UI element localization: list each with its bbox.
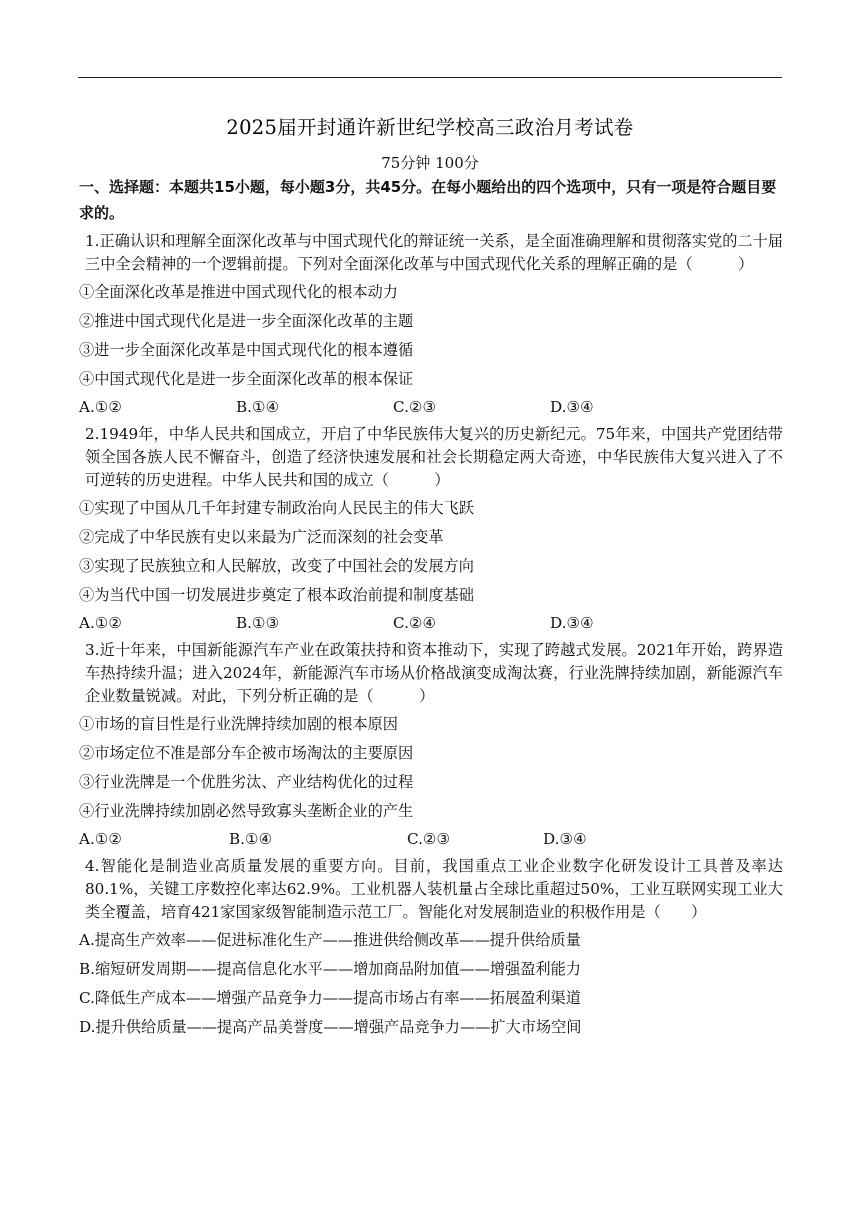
header-rule bbox=[78, 77, 782, 78]
statement-1: ①全面深化改革是推进中国式现代化的根本动力 bbox=[79, 283, 398, 301]
option-a: A.提高生产效率——促进标准化生产——推进供给侧改革——提升供给质量 bbox=[79, 931, 581, 949]
statement-1: ①实现了中国从几千年封建专制政治向人民民主的伟大飞跃 bbox=[79, 499, 474, 517]
question-3 bbox=[79, 639, 783, 852]
exam-content bbox=[79, 174, 783, 1040]
option-b: B.①④ bbox=[229, 830, 273, 848]
answer-options bbox=[79, 826, 783, 852]
exam-duration-score: 75分钟 100分 bbox=[381, 154, 479, 172]
statement-4: ④中国式现代化是进一步全面深化改革的根本保证 bbox=[79, 370, 414, 388]
statement-1: ①市场的盲目性是行业洗牌持续加剧的根本原因 bbox=[79, 715, 398, 733]
question-2 bbox=[79, 423, 783, 636]
option-b: B.①④ bbox=[236, 398, 280, 416]
option-c: C.②③ bbox=[393, 398, 437, 416]
option-d: D.提升供给质量——提高产品美誉度——增强产品竞争力——扩大市场空间 bbox=[79, 1018, 582, 1036]
answer-options bbox=[79, 610, 783, 636]
option-c: C.降低生产成本——增强产品竞争力——提高市场占有率——拓展盈利渠道 bbox=[79, 989, 581, 1007]
statement-3: ③实现了民族独立和人民解放，改变了中国社会的发展方向 bbox=[79, 557, 474, 575]
statement-3: ③行业洗牌是一个优胜劣汰、产业结构优化的过程 bbox=[79, 773, 414, 791]
section-heading: 一、选择题：本题共15小题，每小题3分，共45分。在每小题给出的四个选项中，只有一项是符合题目要求的。 bbox=[79, 178, 777, 222]
option-a: A.①② bbox=[79, 614, 123, 632]
option-d: D.③④ bbox=[550, 398, 594, 416]
option-a: A.①② bbox=[79, 830, 123, 848]
exam-title: 2025届开封通许新世纪学校高三政治月考试卷 bbox=[226, 116, 634, 139]
statement-2: ②市场定位不准是部分车企被市场淘汰的主要原因 bbox=[79, 744, 414, 762]
option-c: C.②④ bbox=[393, 614, 437, 632]
option-c: C.②③ bbox=[407, 830, 451, 848]
question-stem: 2.1949年，中华人民共和国成立，开启了中华民族伟大复兴的历史新纪元。75年来，中国共产党团结带领全国各族人民不懈奋斗，创造了经济快速发展和社会长期稳定两大奇迹，中华民族伟大复兴进入了不可逆转的历史进程。中华人民共和国的成立（ ） bbox=[85, 425, 783, 489]
question-1 bbox=[79, 230, 783, 420]
option-b: B.①③ bbox=[236, 614, 280, 632]
answer-options bbox=[79, 394, 783, 420]
option-d: D.③④ bbox=[543, 830, 587, 848]
question-4 bbox=[79, 855, 783, 1040]
option-b: B.缩短研发周期——提高信息化水平——增加商品附加值——增强盈利能力 bbox=[79, 960, 581, 978]
statement-2: ②完成了中华民族有史以来最为广泛而深刻的社会变革 bbox=[79, 528, 444, 546]
question-stem: 1.正确认识和理解全面深化改革与中国式现代化的辩证统一关系，是全面准确理解和贯彻落实党的二十届三中全会精神的一个逻辑前提。下列对全面深化改革与中国式现代化关系的理解正确的是（ ） bbox=[85, 232, 783, 273]
statement-4: ④行业洗牌持续加剧必然导致寡头垄断企业的产生 bbox=[79, 802, 414, 820]
statement-3: ③进一步全面深化改革是中国式现代化的根本遵循 bbox=[79, 341, 414, 359]
question-stem: 4.智能化是制造业高质量发展的重要方向。目前，我国重点工业企业数字化研发设计工具普及率达80.1%，关键工序数控化率达62.9%。工业机器人装机量占全球比重超过50%，工业互联网实现工业大类全覆盖，培育421家国家级智能制造示范工厂。智能化对发展制造业的积极作用是（ ） bbox=[85, 857, 783, 921]
question-stem: 3.近十年来，中国新能源汽车产业在政策扶持和资本推动下，实现了跨越式发展。2021年开始，跨界造车热持续升温；进入2024年，新能源汽车市场从价格战演变成淘汰赛，行业洗牌持续加剧，新能源汽车企业数量锐减。对此，下列分析正确的是（ ） bbox=[85, 641, 783, 705]
statement-4: ④为当代中国一切发展进步奠定了根本政治前提和制度基础 bbox=[79, 586, 474, 604]
statement-2: ②推进中国式现代化是进一步全面深化改革的主题 bbox=[79, 312, 414, 330]
option-d: D.③④ bbox=[550, 614, 594, 632]
option-a: A.①② bbox=[79, 398, 123, 416]
